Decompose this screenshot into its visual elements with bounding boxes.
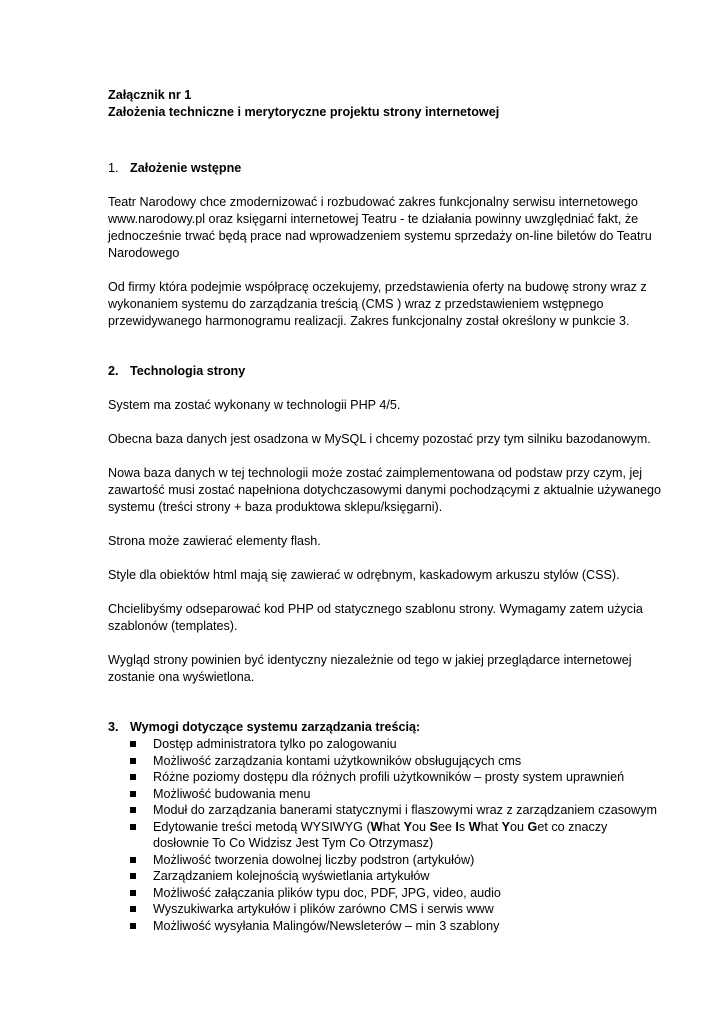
bullet-square-icon — [130, 824, 136, 830]
section-2-paragraph: Chcielibyśmy odseparować kod PHP od statycznego szablonu strony. Wymagamy zatem użycia szablonów (templates). — [108, 602, 643, 633]
list-item: Możliwość zarządzania kontami użytkowników obsługujących cms — [130, 753, 665, 770]
bullet-square-icon — [130, 906, 136, 912]
bullet-square-icon — [130, 774, 136, 780]
list-item: Możliwość tworzenia dowolnej liczby podstron (artykułów) — [130, 852, 665, 869]
section-2-number: 2. — [108, 364, 119, 378]
bullet-square-icon — [130, 857, 136, 863]
list-item: Różne poziomy dostępu dla różnych profili użytkowników – prosty system uprawnień — [130, 769, 665, 786]
document-title: Założenia techniczne i merytoryczne projektu strony internetowej — [108, 105, 500, 119]
list-item-wysiwyg: Edytowanie treści metodą WYSIWYG (What You See Is What You Get co znaczy dosłownie To Co Widzisz Jest Tym Co Otrzymasz) — [130, 819, 665, 852]
bullet-square-icon — [130, 890, 136, 896]
section-2-paragraph: Style dla obiektów html mają się zawierać w odrębnym, kaskadowym arkuszu stylów (CSS). — [108, 568, 620, 582]
bullet-square-icon — [130, 791, 136, 797]
list-item: Moduł do zarządzania banerami statycznymi i flaszowymi wraz z zarządzaniem czasowym — [130, 802, 665, 819]
list-item: Zarządzaniem kolejnością wyświetlania artykułów — [130, 868, 665, 885]
section-1-paragraph-1: Teatr Narodowy chce zmodernizować i rozbudować zakres funkcjonalny serwisu internetowego www.narodowy.pl oraz księgarni internetowej Teatru - te działania powinny uwzględniać fakt, że jednocześnie trwać będą prace nad wprowadzeniem systemu sprzedaży on-line biletów do Teatru Narodowego — [108, 195, 652, 260]
bullet-square-icon — [130, 741, 136, 747]
section-2-paragraph: System ma zostać wykonany w technologii PHP 4/5. — [108, 398, 401, 412]
section-1-paragraph-2: Od firmy która podejmie współpracę oczekujemy, przedstawienia oferty na budowę strony wraz z wykonaniem systemu do zarządzania treścią (CMS ) wraz z przedstawieniem wstępnego przewidywanego harmonogramu realizacji. Zakres funkcjonalny został określony w punkcie 3. — [108, 280, 647, 328]
section-2-paragraph: Obecna baza danych jest osadzona w MySQL i chcemy pozostać przy tym silniku bazodanowym. — [108, 432, 651, 446]
list-item: Wyszukiwarka artykułów i plików zarówno CMS i serwis www — [130, 901, 665, 918]
bullet-square-icon — [130, 923, 136, 929]
section-3-title: Wymogi dotyczące systemu zarządzania treścią: — [130, 720, 421, 734]
section-1-heading — [108, 160, 665, 177]
list-item: Możliwość załączania plików typu doc, PDF, JPG, video, audio — [130, 885, 665, 902]
list-item: Możliwość budowania menu — [130, 786, 665, 803]
bullet-square-icon — [130, 807, 136, 813]
section-1-title: Założenie wstępne — [130, 161, 242, 175]
section-2-heading — [108, 363, 665, 380]
section-2-paragraph: Nowa baza danych w tej technologii może zostać zaimplementowana od podstaw przy czym, jej zawartość musi zostać napełniona dotychczasowymi danymi pochodzącymi z aktualnie używanego systemu (treści strony + baza produktowa sklepu/księgarni). — [108, 466, 661, 514]
section-3-number: 3. — [108, 720, 119, 734]
bullet-square-icon — [130, 758, 136, 764]
bullet-square-icon — [130, 873, 136, 879]
section-3-heading — [108, 719, 665, 736]
section-1-number: 1. — [108, 161, 119, 175]
requirements-list — [108, 736, 665, 934]
section-2-paragraph: Strona może zawierać elementy flash. — [108, 534, 321, 548]
list-item: Możliwość wysyłania Malingów/Newsleterów – min 3 szablony — [130, 918, 665, 935]
list-item: Dostęp administratora tylko po zalogowaniu — [130, 736, 665, 753]
section-2-title: Technologia strony — [130, 364, 246, 378]
section-2-paragraph: Wygląd strony powinien być identyczny niezależnie od tego w jakiej przeglądarce internetowej zostanie ona wyświetlona. — [108, 653, 632, 684]
attachment-label: Załącznik nr 1 — [108, 88, 192, 102]
